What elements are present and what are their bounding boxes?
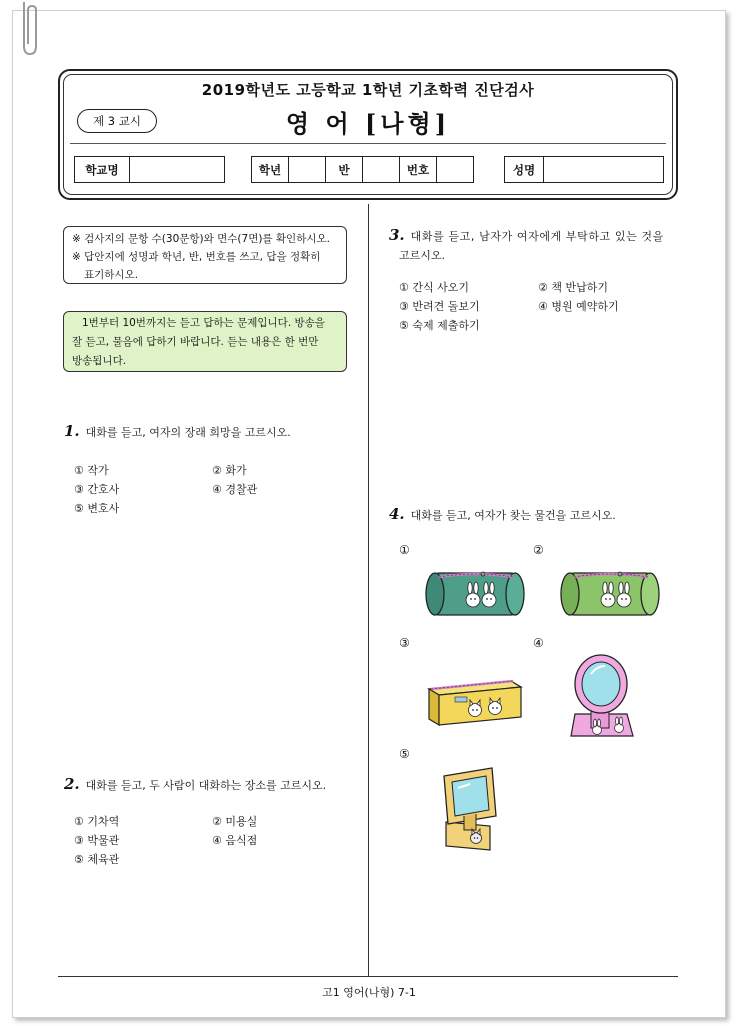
green-pencil-case-icon[interactable] (425, 567, 525, 621)
exam-notice (63, 226, 347, 284)
question-3 (389, 226, 664, 244)
number-label: 번호 (399, 156, 437, 183)
class-field[interactable] (362, 156, 400, 183)
school-field[interactable] (129, 156, 225, 183)
q2-option-3[interactable]: ③ 박물관 (74, 834, 120, 847)
q4-option-4-label[interactable]: ④ (533, 636, 544, 650)
q2-option-2[interactable]: ② 미용실 (212, 815, 258, 828)
light-green-pencil-case-icon[interactable] (560, 567, 660, 621)
question-text: 대화를 듣고, 남자가 여자에게 부탁하고 있는 것을 (410, 230, 664, 243)
question-text: 대화를 듣고, 여자가 찾는 물건을 고르시오. (410, 509, 616, 522)
class-label: 반 (325, 156, 363, 183)
question-text: 대화를 듣고, 여자의 장래 희망을 고르시오. (85, 426, 291, 439)
grade-label: 학년 (251, 156, 289, 183)
school-label: 학교명 (74, 156, 130, 183)
q1-option-5[interactable]: ⑤ 변호사 (74, 502, 120, 515)
notice-line: ※ 답안지에 성명과 학년, 반, 번호를 쓰고, 답을 정확히 (72, 251, 321, 263)
q3-option-1[interactable]: ① 간식 사오기 (399, 281, 469, 294)
q3-option-5[interactable]: ⑤ 숙제 제출하기 (399, 319, 480, 332)
q2-option-1[interactable]: ① 기차역 (74, 815, 120, 828)
q1-option-3[interactable]: ③ 간호사 (74, 483, 120, 496)
question-1 (64, 422, 291, 440)
listening-line: 1번부터 10번까지는 듣고 답하는 문제입니다. 방송을 (82, 317, 325, 329)
pink-mirror-icon[interactable] (567, 652, 639, 742)
exam-header (58, 69, 678, 200)
question-4 (389, 505, 616, 523)
yellow-box-pencil-case-icon[interactable] (425, 667, 525, 729)
q4-option-5-label[interactable]: ⑤ (399, 747, 410, 761)
q2-option-4[interactable]: ④ 음식점 (212, 834, 258, 847)
name-field[interactable] (543, 156, 664, 183)
listening-line: 방송됩니다. (72, 355, 127, 367)
notice-line: 표기하시오. (84, 269, 139, 281)
q3-option-2[interactable]: ② 책 반납하기 (538, 281, 608, 294)
question-text: 대화를 듣고, 두 사람이 대화하는 장소를 고르시오. (85, 779, 327, 792)
q1-option-4[interactable]: ④ 경찰관 (212, 483, 258, 496)
name-label: 성명 (504, 156, 544, 183)
q3-option-4[interactable]: ④ 병원 예약하기 (538, 300, 619, 313)
question-number: 1. (64, 422, 80, 440)
q2-option-5[interactable]: ⑤ 체육관 (74, 853, 120, 866)
question-number: 2. (64, 775, 80, 793)
q1-option-2[interactable]: ② 화가 (212, 464, 247, 477)
q4-option-1-label[interactable]: ① (399, 543, 410, 557)
footer-divider (58, 976, 678, 977)
yellow-mirror-icon[interactable] (440, 766, 506, 852)
number-field[interactable] (436, 156, 474, 183)
q4-option-2-label[interactable]: ② (533, 543, 544, 557)
exam-title: 2019학년도 고등학교 1학년 기초학력 진단검사 (201, 81, 535, 99)
question-number: 3. (389, 226, 405, 244)
paper-clip-icon (18, 0, 38, 60)
grade-field[interactable] (288, 156, 326, 183)
q1-option-1[interactable]: ① 작가 (74, 464, 109, 477)
q3-option-3[interactable]: ③ 반려견 돌보기 (399, 300, 480, 313)
listening-line: 잘 듣고, 물음에 답하기 바랍니다. 듣는 내용은 한 번만 (72, 336, 319, 348)
header-divider (70, 143, 666, 144)
q4-option-3-label[interactable]: ③ (399, 636, 410, 650)
question-number: 4. (389, 505, 405, 523)
column-divider (368, 204, 369, 976)
question-2 (64, 775, 326, 793)
subject-title: 영 어 [나형] (285, 109, 451, 138)
period-badge: 제 3 교시 (77, 109, 157, 133)
page-footer: 고1 영어(나형) 7-1 (322, 986, 416, 999)
question-3-line2: 고르시오. (399, 249, 446, 262)
notice-line: ※ 검사지의 문항 수(30문항)와 면수(7면)를 확인하시오. (72, 233, 330, 245)
listening-instructions (63, 311, 347, 372)
